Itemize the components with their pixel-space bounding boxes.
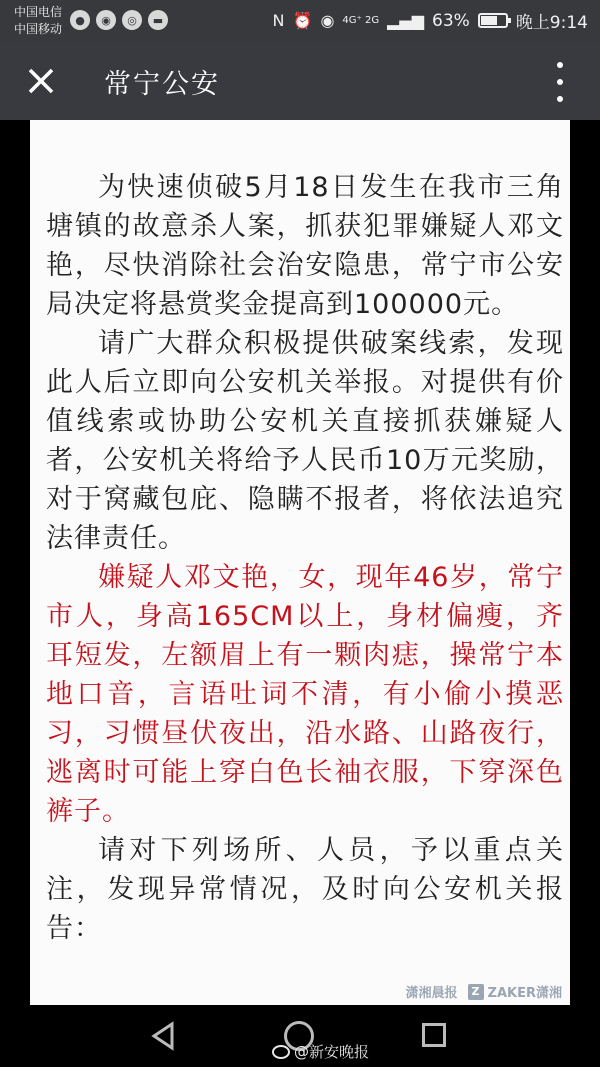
weibo-credit-text: @新安晚报 (294, 1043, 370, 1061)
carrier-2: 中国移动 (14, 22, 63, 36)
wechat-icon: ● (70, 10, 90, 30)
watermark-xiaoxiang: 潇湘晨报 (405, 986, 458, 1001)
eye-icon: ◉ (320, 11, 335, 30)
zaker-label: ZAKER潇湘 (487, 986, 562, 1001)
alarm-icon: ⏰ (292, 11, 313, 30)
page-title: 常宁公安 (104, 69, 220, 100)
network-type: 4G⁺ 2G (342, 14, 380, 26)
article-content[interactable] (30, 120, 570, 1005)
zaker-logo-icon: Z (468, 984, 484, 1000)
more-icon-dot (557, 79, 563, 85)
article-body (30, 120, 570, 948)
more-icon-dot (557, 96, 563, 102)
weibo-credit (272, 1041, 369, 1062)
battery-fill (481, 16, 497, 25)
paragraph-attention: 请对下列场所、人员，予以重点关注，发现异常情况，及时向公安机关报告： (46, 835, 564, 944)
paragraph-suspect: 嫌疑人邓文艳，女，现年46岁，常宁市人，身高165CM以上，身材偏瘦，齐耳短发，左额眉上有一颗肉痣，操常宁本地口音，言语吐词不清，有小偷小摸恶习，习惯昼伏夜出，沿水路、山路夜行，逃离时可能上穿白色长袖衣服，下穿深色裤子。 (46, 562, 564, 827)
watermarks (406, 982, 562, 1001)
message-icon: ▬ (148, 10, 168, 30)
close-icon (27, 67, 55, 95)
app-header (0, 42, 600, 120)
system-nav-bar (0, 1005, 600, 1067)
notification-icons (70, 10, 168, 30)
weibo-icon: ◎ (122, 10, 142, 30)
recent-apps-icon[interactable] (422, 1023, 446, 1047)
nfc-icon: N (272, 11, 285, 30)
battery-percent: 63% (432, 10, 470, 31)
clock: 晚上9:14 (515, 13, 588, 33)
carrier-1: 中国电信 (14, 5, 63, 19)
back-icon[interactable] (150, 1021, 176, 1051)
status-bar (0, 0, 600, 42)
watermark-zaker (468, 982, 562, 1001)
paragraph-reward: 为快速侦破5月18日发生在我市三角塘镇的故意杀人案，抓获犯罪嫌疑人邓文艳，尽快消除社会治安隐患，常宁市公安局决定将悬赏奖金提高到100000元。 (46, 172, 564, 320)
close-button[interactable] (20, 60, 62, 102)
more-button[interactable] (550, 62, 570, 102)
weibo-logo-icon (272, 1045, 290, 1059)
paragraph-appeal: 请广大群众积极提供破案线索，发现此人后立即向公安机关举报。对提供有价值线索或协助公安机关直接抓获嫌疑人者，公安机关将给予人民币10万元奖励，对于窝藏包庇、隐瞒不报者，将依法追究法律责任。 (46, 328, 564, 554)
more-icon (557, 62, 563, 68)
signal-icon: ▂▄▆ (387, 11, 425, 30)
battery-icon (478, 13, 508, 28)
wifi-key-icon: ◉ (96, 10, 116, 30)
system-status (273, 8, 588, 33)
carrier-info (14, 4, 62, 38)
